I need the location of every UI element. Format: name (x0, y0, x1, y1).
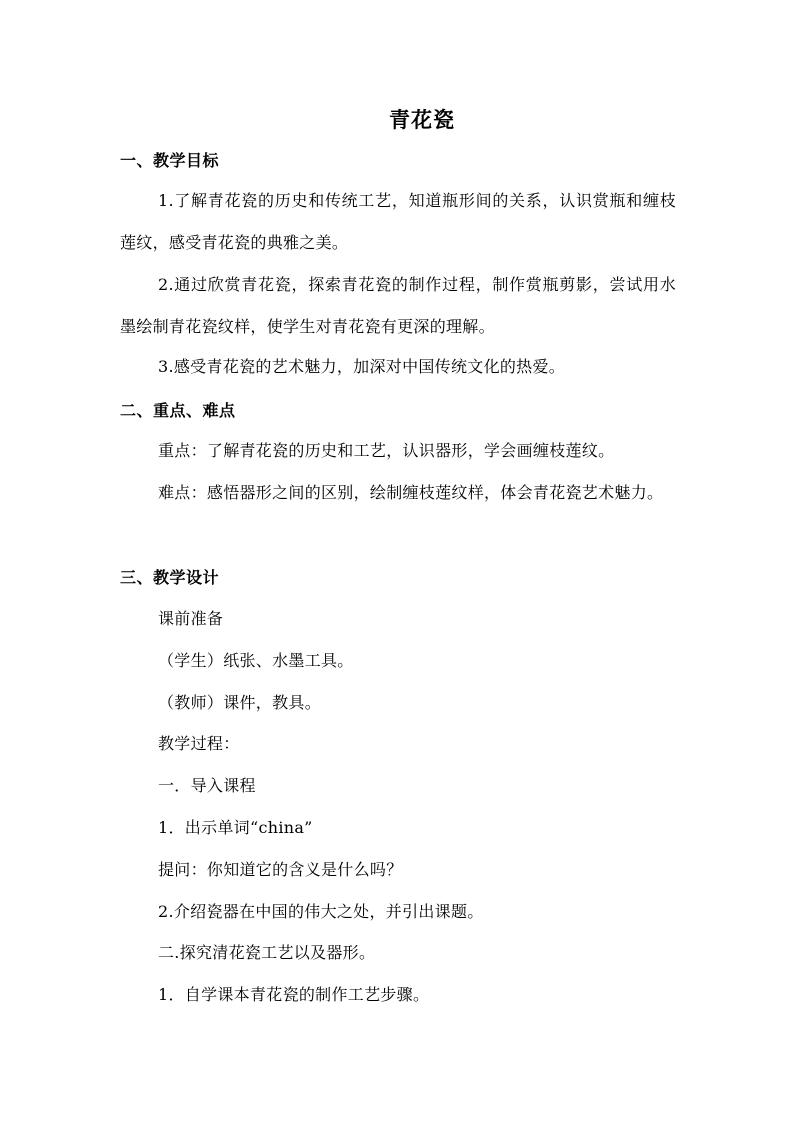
section-heading-teaching-design: 三、教学设计 (120, 568, 220, 587)
section-heading-key-points: 二、重点、难点 (120, 401, 236, 420)
step-intro: 一．导入课程 (158, 776, 256, 795)
objective-item-1: 1.了解青花瓷的历史和传统工艺，知道瓶形间的关系，认识赏瓶和缠枝莲纹，感受青花瓷的典雅之美。 (120, 191, 676, 252)
prep-heading: 课前准备 (158, 609, 224, 628)
objective-item-2: 2.通过欣赏青花瓷，探索青花瓷的制作过程，制作赏瓶剪影，尝试用水墨绘制青花瓷纹样，使学生对青花瓷有更深的理解。 (120, 275, 676, 336)
step-1-show-word: 1．出示单词“china” (158, 818, 313, 837)
document-title: 青花瓷 (389, 107, 455, 132)
teacher-materials: （教师）课件，教具。 (158, 693, 322, 712)
step-explore: 二.探究清花瓷工艺以及器形。 (158, 943, 376, 962)
student-materials: （学生）纸张、水墨工具。 (158, 651, 354, 670)
question-text: 提问：你知道它的含义是什么吗？ (158, 860, 403, 879)
objective-item-3: 3.感受青花瓷的艺术魅力，加深对中国传统文化的热爱。 (158, 357, 566, 376)
step-self-study: 1．自学课本青花瓷的制作工艺步骤。 (158, 985, 430, 1004)
key-point-text: 重点：了解青花瓷的历史和工艺，认识器形，学会画缠枝莲纹。 (158, 441, 615, 460)
difficulty-text: 难点：感悟器形之间的区别，绘制缠枝莲纹样，体会青花瓷艺术魅力。 (158, 483, 664, 502)
process-heading: 教学过程： (158, 734, 240, 753)
step-2-introduce: 2.介绍瓷器在中国的伟大之处，并引出课题。 (158, 902, 484, 921)
section-heading-objectives: 一、教学目标 (120, 151, 220, 170)
